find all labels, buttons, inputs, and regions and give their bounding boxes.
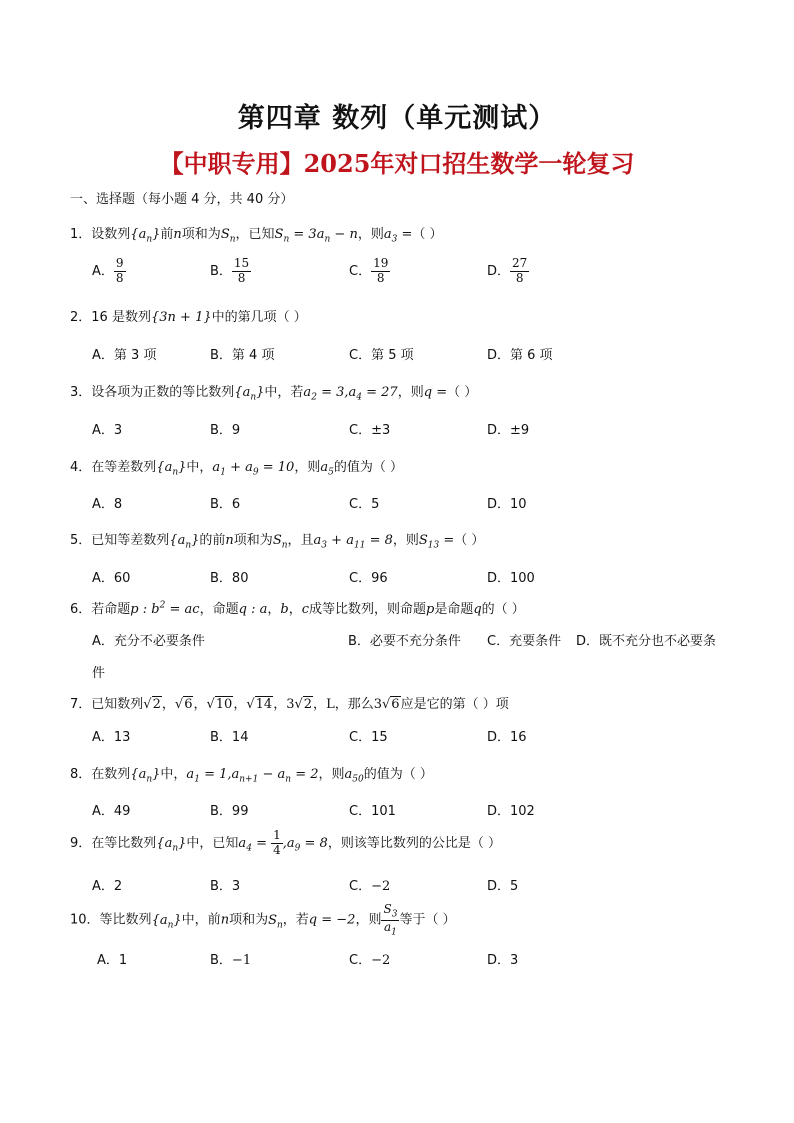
option-9c[interactable]: C．−2 <box>349 879 391 894</box>
question-number: 9． <box>70 835 92 851</box>
question-8: 8．在数列$\{a_n\}$中，$a_1 = 1,a_{n+1} - a_n = 2$，则$a_{50}$的值为（ ） <box>70 767 433 785</box>
option-9b[interactable]: B．3 <box>210 879 241 894</box>
question-number: 5． <box>70 533 92 548</box>
option-3d[interactable]: D．±9 <box>487 423 530 438</box>
option-8a[interactable]: A．49 <box>92 804 131 819</box>
option-2d[interactable]: D．第 6 项 <box>487 348 553 363</box>
option-7d[interactable]: D．16 <box>487 730 527 745</box>
question-number: 8． <box>70 767 92 782</box>
option-1a[interactable]: A． $\frac{9}{8}$ <box>92 256 124 285</box>
option-4b[interactable]: B．6 <box>210 497 241 512</box>
option-6a[interactable]: A．充分不必要条件 <box>92 634 205 649</box>
option-4d[interactable]: D．10 <box>487 497 527 512</box>
question-1: 1．设数列$\{a_n\}$前n项和为$S_n$，已知$S_n = 3a_n - n$，则$a_3$ =（ ） <box>70 227 443 245</box>
question-number: 6． <box>70 602 92 617</box>
option-5a[interactable]: A．60 <box>92 571 131 586</box>
option-5c[interactable]: C．96 <box>349 571 388 586</box>
question-number: 1． <box>70 227 92 242</box>
option-10b[interactable]: B．−1 <box>210 953 252 968</box>
option-7b[interactable]: B．14 <box>210 730 249 745</box>
question-number: 10． <box>70 912 100 928</box>
option-7c[interactable]: C．15 <box>349 730 388 745</box>
question-number: 3． <box>70 385 92 400</box>
question-4: 4．在等差数列$\{a_n\}$中，$a_1 + a_9 = 10$，则$a_5$的值为（ ） <box>70 460 403 478</box>
option-10a[interactable]: A．1 <box>97 953 128 968</box>
option-10d[interactable]: D．3 <box>487 953 519 968</box>
option-1d[interactable]: D． $\frac{27}{8}$ <box>487 256 528 285</box>
question-number: 2． <box>70 310 92 325</box>
option-5b[interactable]: B．80 <box>210 571 249 586</box>
option-6b[interactable]: B．必要不充分条件 <box>348 634 461 649</box>
question-3: 3．设各项为正数的等比数列$\{a_n\}$中，若$a_2 = 3,a_4 = 27$，则q =（ ） <box>70 385 478 403</box>
option-3a[interactable]: A．3 <box>92 423 123 438</box>
option-2c[interactable]: C．第 5 项 <box>349 348 414 363</box>
option-1b[interactable]: B． $\frac{15}{8}$ <box>210 256 250 285</box>
option-3c[interactable]: C．±3 <box>349 423 391 438</box>
option-3b[interactable]: B．9 <box>210 423 241 438</box>
question-10: 10．等比数列$\{a_n\}$中，前n项和为$S_n$，若q = −2，则 $\frac{S_3}{a_1}$ 等于（ ） <box>70 902 456 938</box>
question-9: 9．在等比数列$\{a_n\}$中，已知$a_4$ = $\frac{1}{4}$ $,a_9 = 8$，则该等比数列的公比是（ ） <box>70 828 501 857</box>
option-8b[interactable]: B．99 <box>210 804 249 819</box>
question-5: 5．已知等差数列$\{a_n\}$的前n项和为$S_n$，且$a_3 + a_{11} = 8$，则$S_{13}$ =（ ） <box>70 533 485 551</box>
option-8d[interactable]: D．102 <box>487 804 535 819</box>
question-number: 4． <box>70 460 92 475</box>
option-1c[interactable]: C． $\frac{19}{8}$ <box>349 256 389 285</box>
option-9a[interactable]: A．2 <box>92 879 123 894</box>
option-6d[interactable]: D．既不充分也不必要条 <box>576 634 717 649</box>
option-7a[interactable]: A．13 <box>92 730 131 745</box>
question-number: 7． <box>70 697 92 712</box>
document-subtitle: 【中职专用】2025年对口招生数学一轮复习 <box>159 149 635 178</box>
option-4c[interactable]: C．5 <box>349 497 380 512</box>
option-6c[interactable]: C．充要条件 <box>487 634 562 649</box>
option-8c[interactable]: C．101 <box>349 804 396 819</box>
option-5d[interactable]: D．100 <box>487 571 535 586</box>
option-2a[interactable]: A．第 3 项 <box>92 348 157 363</box>
option-4a[interactable]: A．8 <box>92 497 123 512</box>
option-10c[interactable]: C．−2 <box>349 953 391 968</box>
option-9d[interactable]: D．5 <box>487 879 519 894</box>
document-title: 第四章 数列（单元测试） <box>237 103 557 134</box>
question-6: 6．若命题p : $b^2$ = ac，命题q : a，b，c成等比数列，则命题p是命题q的（ ） <box>70 600 525 617</box>
section-heading: 一、选择题（每小题 4 分，共 40 分） <box>70 192 294 207</box>
question-2: 2．16 是数列{3n + 1}中的第几项（ ） <box>70 310 307 325</box>
question-7: 7．已知数列√2，√6，√10，√14，3√2，L，那么3√6应是它的第（ ）项 <box>70 697 509 712</box>
option-6d-wrap: 件 <box>92 666 106 681</box>
option-2b[interactable]: B．第 4 项 <box>210 348 275 363</box>
